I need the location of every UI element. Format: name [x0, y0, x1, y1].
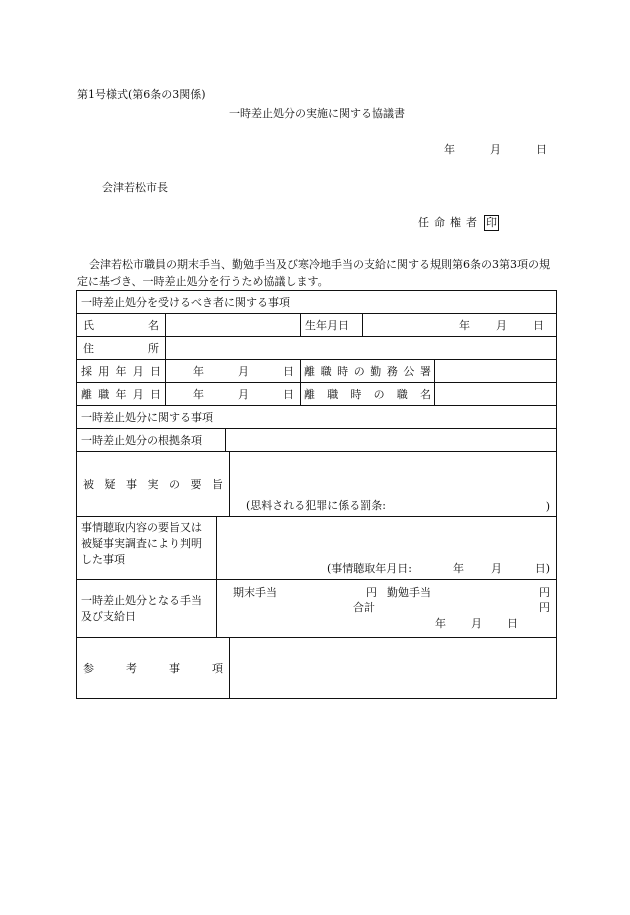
suspect-label-cell: 被 疑 事 実 の 要 旨 [77, 452, 230, 516]
pay-month: 月 [471, 617, 482, 630]
office-field[interactable] [435, 360, 556, 382]
seal-mark: 印 [486, 216, 497, 229]
allowance-field[interactable] [217, 580, 556, 637]
consultation-form-table [76, 290, 557, 699]
remarks-row [77, 638, 557, 699]
hearing-month: 月 [491, 562, 502, 575]
office-label-cell: 離 職 時 の 勤 務 公 署 [301, 360, 435, 382]
total-label: 合計 [353, 601, 375, 614]
post-label-cell: 離 職 時 の 職 名 [301, 383, 435, 405]
hire-date-label-cell: 採 用 年 月 日 [77, 360, 166, 383]
name-field[interactable] [166, 314, 301, 337]
form-number: 第1号様式(第6条の3関係) [77, 88, 206, 101]
document-title: 一時差止処分の実施に関する協議書 [229, 107, 405, 120]
addressee: 会津若松市長 [102, 181, 168, 194]
office-row [301, 360, 557, 383]
post-field[interactable] [435, 383, 556, 405]
retire-date-label-cell: 離 職 年 月 日 [77, 383, 166, 406]
date-line [444, 141, 547, 157]
suspect-field[interactable] [230, 452, 556, 516]
address-field[interactable] [166, 337, 557, 360]
basis-label-cell: 一時差止処分の根拠条項 [77, 429, 226, 451]
hearing-day: 日) [534, 562, 550, 575]
remarks-field[interactable] [230, 638, 556, 698]
retire-date-field[interactable]: 年 月 日 [166, 383, 301, 406]
hire-date-field[interactable]: 年 月 日 [166, 360, 301, 383]
appointer-label: 任命権者 [418, 216, 482, 229]
name-label-cell: 氏 名 [77, 314, 166, 337]
penalty-note-close: ) [545, 500, 550, 513]
section-person-header: 一時差止処分を受けるべき者に関する事項 [77, 291, 557, 314]
hearing-year: 年 [453, 562, 464, 575]
penalty-note: (思料される犯罪に係る罰条: [246, 499, 386, 512]
post-row [301, 383, 557, 406]
suspect-row [77, 452, 557, 517]
hearing-label-cell: 事情聴取内容の要旨又は被疑事実調査により判明した事項 [77, 517, 217, 579]
hearing-field[interactable] [217, 517, 556, 579]
date-year: 年 [444, 143, 455, 156]
pay-year: 年 [435, 617, 446, 630]
remarks-label-cell: 参 考 事 項 [77, 638, 230, 698]
total-yen: 円 [539, 601, 550, 614]
date-day: 日 [536, 143, 547, 156]
diligence-yen: 円 [539, 586, 550, 599]
date-month: 月 [490, 143, 501, 156]
pay-day: 日 [507, 617, 518, 630]
basis-field[interactable] [226, 429, 556, 451]
term-end-yen: 円 [366, 586, 377, 599]
body-text: 会津若松市職員の期末手当、勤勉手当及び寒冷地手当の支給に関する規則第6条の3第3項の規定に基づき、一時差止処分を行うため協議します。 [77, 258, 550, 288]
birth-date-field[interactable]: 年 月 日 [363, 314, 557, 337]
address-label-cell: 住 所 [77, 337, 166, 360]
term-end-label: 期末手当 [233, 586, 277, 599]
appointer-line [418, 214, 499, 231]
diligence-label: 勤勉手当 [387, 586, 431, 599]
basis-row [77, 429, 557, 452]
hearing-note: (事情聴取年月日: [327, 562, 412, 575]
allowance-row [77, 580, 557, 638]
birth-label-cell: 生年月日 [301, 314, 363, 337]
section-disposition-header: 一時差止処分に関する事項 [77, 406, 557, 429]
hearing-row [77, 517, 557, 580]
allowance-label-cell: 一時差止処分となる手当及び支給日 [77, 580, 217, 637]
